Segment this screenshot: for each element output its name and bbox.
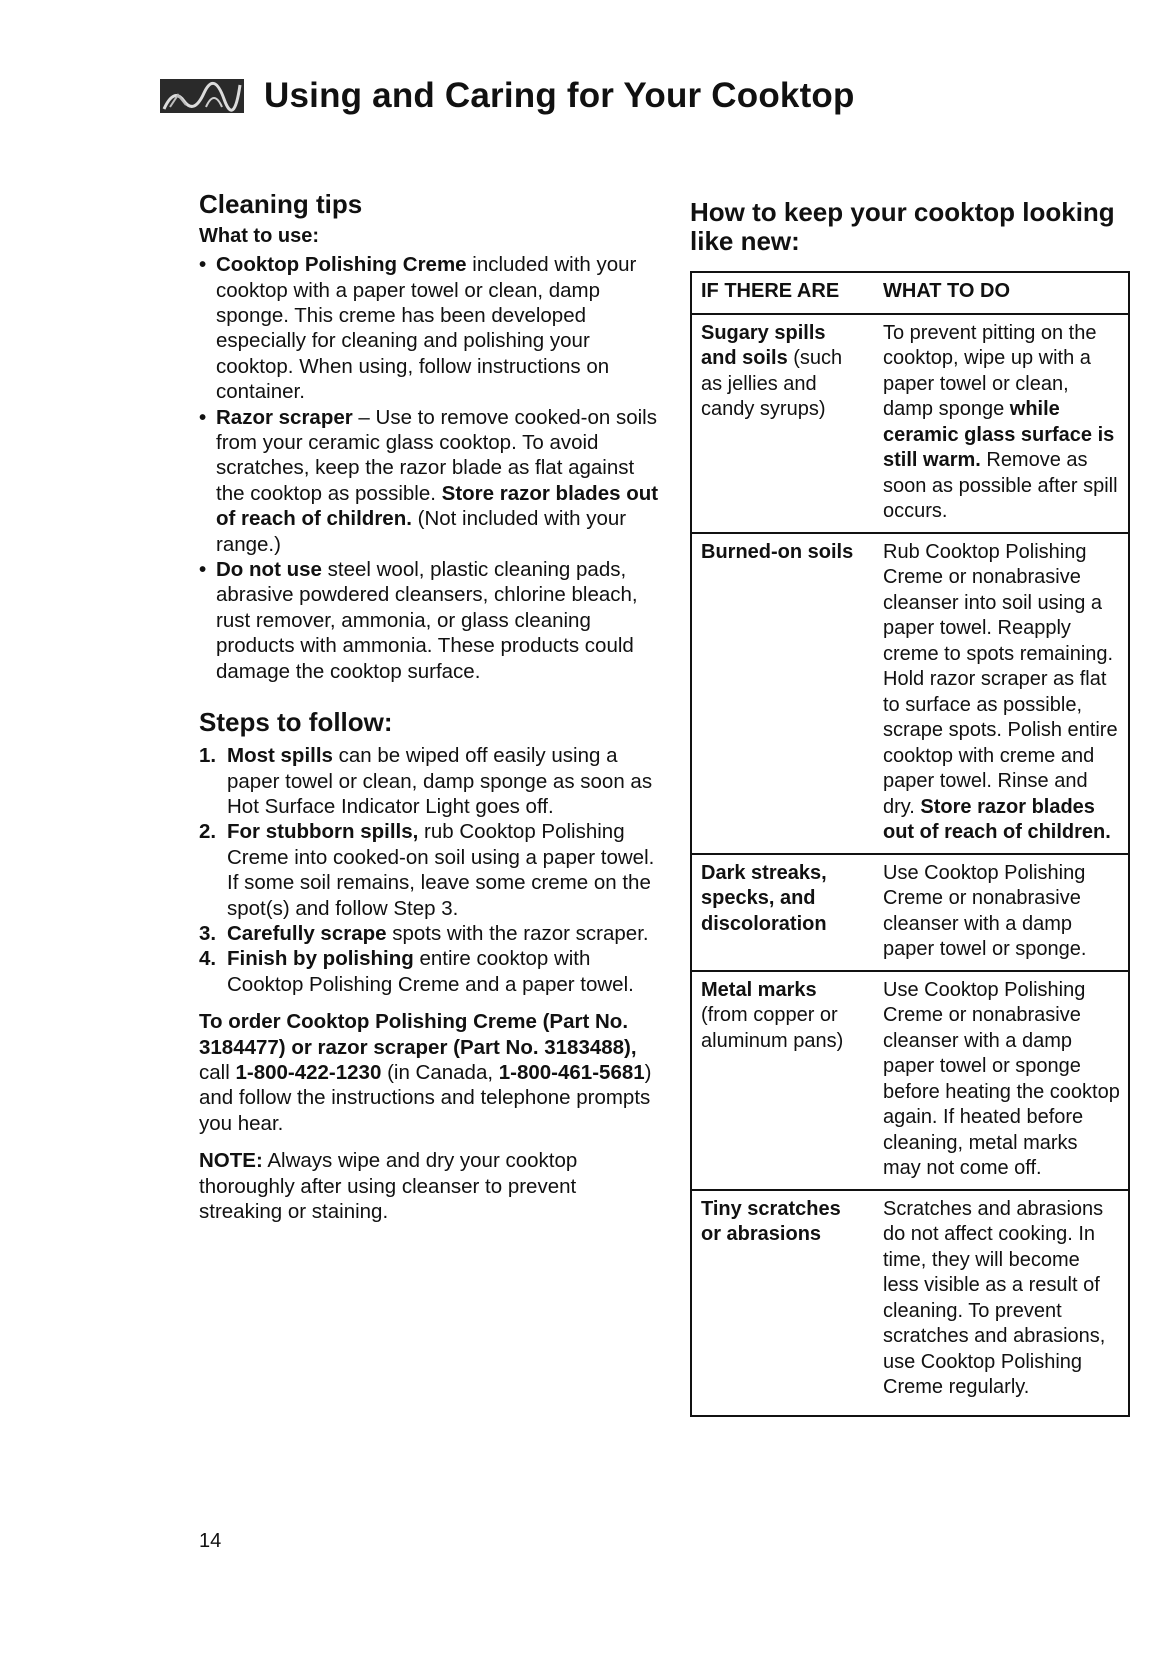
step-item: 4. Finish by polishing entire cooktop with Cooktop Polishing Creme and a paper towel. — [199, 947, 634, 996]
cleaning-guide-table — [690, 271, 1130, 1417]
condition-cell: Dark streaks, specks, and discoloration — [691, 854, 874, 971]
action-cell: Rub Cooktop Polishing Creme or nonabrasive cleanser into soil using a paper towel. Reapply creme to spots remaining. Hold razor scraper as flat to surface as possible, scrape spots. Polish entire cooktop with creme and paper towel. Rinse and dry. Store razor blades out of reach of children. — [874, 533, 1129, 854]
step-item: 2. For stubborn spills, rub Cooktop Polishing Creme into cooked-on soil using a paper towel. If some soil remains, leave some creme on the spot(s) and follow Step 3. — [199, 820, 655, 920]
step-item: 3. Carefully scrape spots with the razor scraper. — [199, 921, 649, 945]
condition-cell: Sugary spills and soils (such as jellies and candy syrups) — [691, 314, 874, 533]
what-to-use-list — [199, 252, 659, 684]
table-row — [691, 314, 1129, 533]
order-info: To order Cooktop Polishing Creme (Part No. 3184477) or razor scraper (Part No. 3183488), call 1-800-422-1230 (in Canada, 1-800-461-5681) and follow the instructions and telephone prompts you hear. — [199, 1010, 652, 1135]
column-header-action: WHAT TO DO — [874, 272, 1129, 314]
page-header — [160, 78, 855, 113]
table-header-row — [691, 272, 1129, 314]
action-cell: Use Cooktop Polishing Creme or nonabrasive cleanser with a damp paper towel or sponge before heating the cooktop again. If heated before cleaning, metal marks may not come off. — [874, 971, 1129, 1190]
list-item: • Cooktop Polishing Creme included with your cooktop with a paper towel or clean, damp sponge. This creme has been developed especially for cleaning and polishing your cooktop. When using, follow instructions on container. — [199, 252, 659, 404]
list-item: • Razor scraper – Use to remove cooked-on soils from your ceramic glass cooktop. To avoid scratches, keep the razor blade as flat against the cooktop as possible. Store razor blades out of reach of children. (Not included with your range.) — [199, 405, 659, 557]
table-row — [691, 1190, 1129, 1416]
action-cell: To prevent pitting on the cooktop, wipe up with a paper towel or clean, damp sponge while ceramic glass surface is still warm. Remove as soon as possible after spill occurs. — [874, 314, 1129, 533]
steps-list — [199, 743, 659, 997]
keep-like-new-column — [690, 198, 1130, 1417]
list-item: • Do not use steel wool, plastic cleaning pads, abrasive powdered cleansers, chlorine bleach, rust remover, ammonia, or glass cleaning products with ammonia. These products could damage the cooktop surface. — [199, 557, 659, 684]
section-logo-icon — [160, 79, 244, 113]
steps-heading: Steps to follow: — [199, 707, 393, 738]
condition-cell: Burned-on soils — [691, 533, 874, 854]
page-number: 14 — [199, 1530, 222, 1552]
what-to-use-heading: What to use: — [199, 225, 319, 248]
condition-cell: Tiny scratches or abrasions — [701, 1197, 841, 1246]
table-row — [691, 854, 1129, 971]
keep-like-new-heading: How to keep your cooktop looking like new: — [690, 197, 1115, 257]
page-title: Using and Caring for Your Cooktop — [264, 76, 855, 115]
action-cell: Use Cooktop Polishing Creme or nonabrasive cleanser with a damp paper towel or sponge. — [874, 854, 1129, 971]
table-row — [691, 971, 1129, 1190]
cleaning-tips-column — [199, 190, 659, 1245]
note: NOTE: Always wipe and dry your cooktop thoroughly after using cleanser to prevent streaking or staining. — [199, 1149, 578, 1224]
table-row — [691, 533, 1129, 854]
step-item: 1. Most spills can be wiped off easily using a paper towel or clean, damp sponge as soon as Hot Surface Indicator Light goes off. — [199, 744, 653, 818]
column-header-condition: IF THERE ARE — [691, 272, 874, 314]
action-cell: Scratches and abrasions do not affect cooking. In time, they will become less visible as a result of cleaning. To prevent scratches and abrasions, use Cooktop Polishing Creme regularly. — [883, 1197, 1106, 1399]
condition-cell: Metal marks (from copper or aluminum pans) — [691, 971, 874, 1190]
cleaning-tips-heading: Cleaning tips — [199, 189, 363, 219]
